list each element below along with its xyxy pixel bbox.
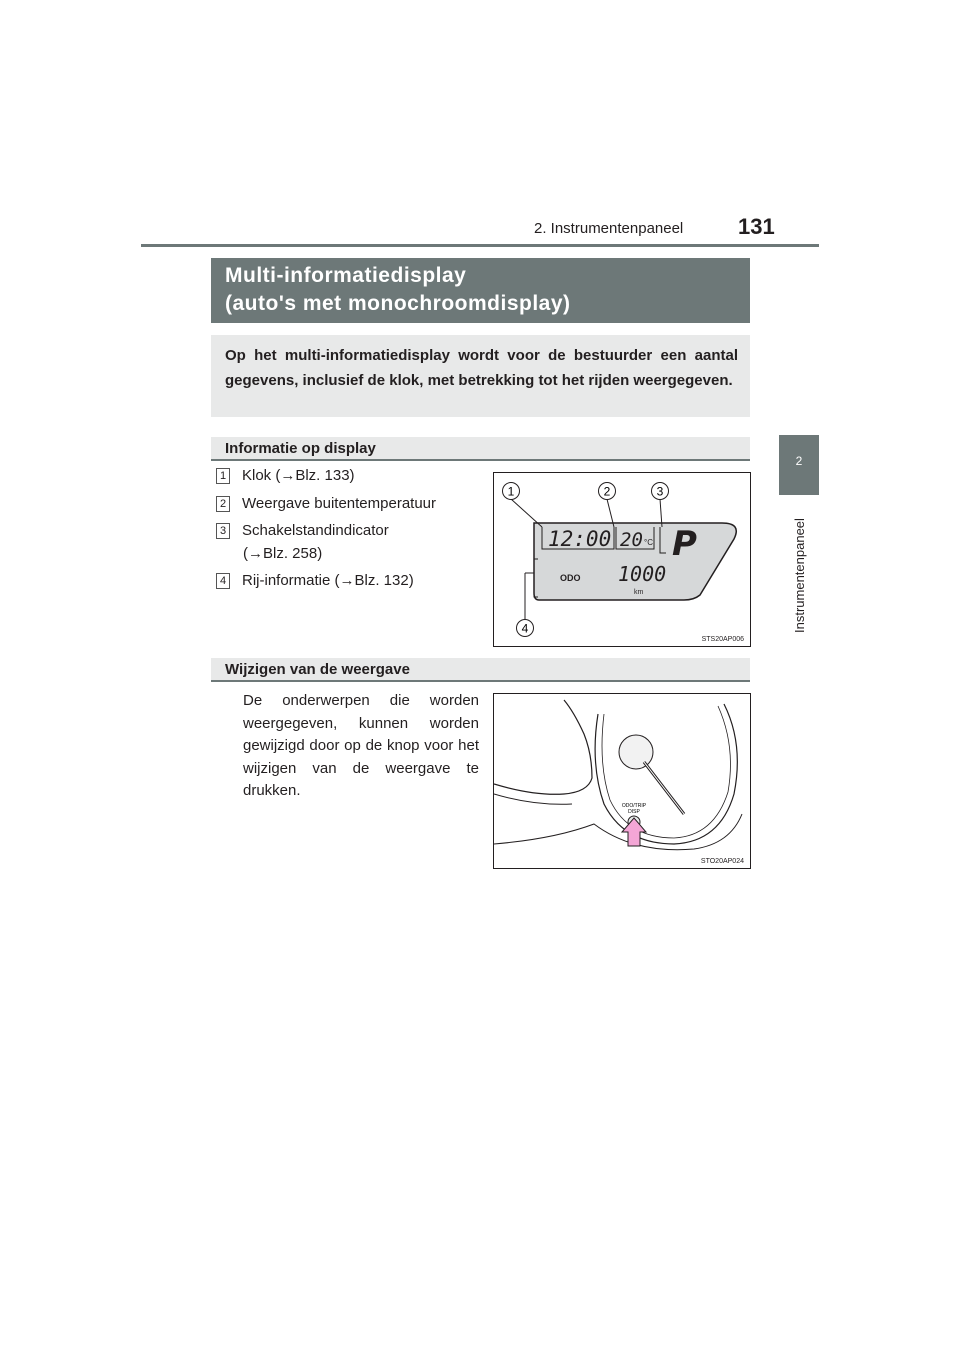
- figure-code: STO20AP024: [700, 858, 744, 865]
- left-gauge-edge: [494, 700, 592, 794]
- gauge-needle-highlight: [644, 762, 684, 814]
- item-number: 3: [216, 523, 230, 539]
- odo-label: ODO: [560, 573, 581, 583]
- callout-number-4: 4: [521, 621, 529, 636]
- section-header: 2. Instrumentenpaneel: [534, 220, 684, 237]
- list-item: [216, 494, 436, 514]
- odometer-readout: 1000: [618, 562, 667, 586]
- section-heading-display-info: Informatie op display: [211, 437, 750, 461]
- item-number: 1: [216, 468, 230, 484]
- title-line-1: Multi-informatiedisplay: [225, 264, 467, 287]
- change-view-paragraph: De onderwerpen die worden weergegeven, kunnen worden gewijzigd door op de knop voor het wijzigen van de weergave te drukken.: [243, 692, 479, 799]
- cluster-bezel-lower: [494, 814, 742, 850]
- press-arrow-icon: [622, 818, 646, 846]
- chapter-label-text: Instrumentenpaneel: [792, 518, 807, 633]
- header-rule: [141, 244, 819, 247]
- odo-trip-label: ODO/TRIP: [621, 803, 647, 809]
- right-gauge-rim-inner: [602, 706, 730, 838]
- item-text: Weergave buitentemperatuur: [242, 495, 437, 512]
- cluster-figure: [493, 693, 751, 869]
- item-number: 4: [216, 573, 230, 589]
- cluster-illustration: [494, 694, 750, 868]
- gear-indicator: P: [672, 524, 697, 564]
- temperature-readout: 20: [620, 529, 643, 551]
- display-figure: [493, 472, 751, 647]
- clock-readout: 12:00: [548, 527, 612, 551]
- title-line-2: (auto's met monochroomdisplay): [225, 292, 571, 315]
- chapter-tab: 2: [779, 435, 819, 495]
- temperature-unit: °C: [644, 538, 653, 547]
- list-item: [216, 521, 389, 541]
- list-item: [216, 466, 355, 486]
- list-item: [216, 571, 414, 591]
- page-title: [211, 258, 750, 323]
- callout-number-3: 3: [656, 484, 664, 499]
- item-text: Rij-informatie (→Blz. 132): [242, 572, 414, 589]
- gauge-hub: [619, 735, 653, 769]
- display-illustration: [494, 473, 750, 646]
- chapter-label: [788, 505, 808, 635]
- right-gauge-rim: [595, 704, 737, 844]
- callout-leader-1: [511, 499, 542, 527]
- figure-code: STS20AP006: [701, 636, 744, 643]
- disp-label: DISP: [628, 809, 640, 815]
- intro-text: Op het multi-informatiedisplay wordt voor de bestuurder een aantal gegevens, inclusief de klok, met betrekking tot het rijden weergegeven.: [211, 335, 750, 417]
- left-gauge-edge-2: [494, 794, 572, 804]
- callout-number-1: 1: [507, 484, 515, 499]
- callout-number-2: 2: [603, 484, 611, 499]
- item-text-continued: (→Blz. 258): [243, 545, 323, 562]
- section-heading-change-view: Wijzigen van de weergave: [211, 658, 750, 682]
- item-text: Klok (→Blz. 133): [242, 467, 355, 484]
- odometer-unit: km: [634, 589, 644, 596]
- item-number: 2: [216, 496, 230, 512]
- item-text: Schakelstandindicator: [242, 522, 389, 539]
- page-number: 131: [738, 214, 775, 239]
